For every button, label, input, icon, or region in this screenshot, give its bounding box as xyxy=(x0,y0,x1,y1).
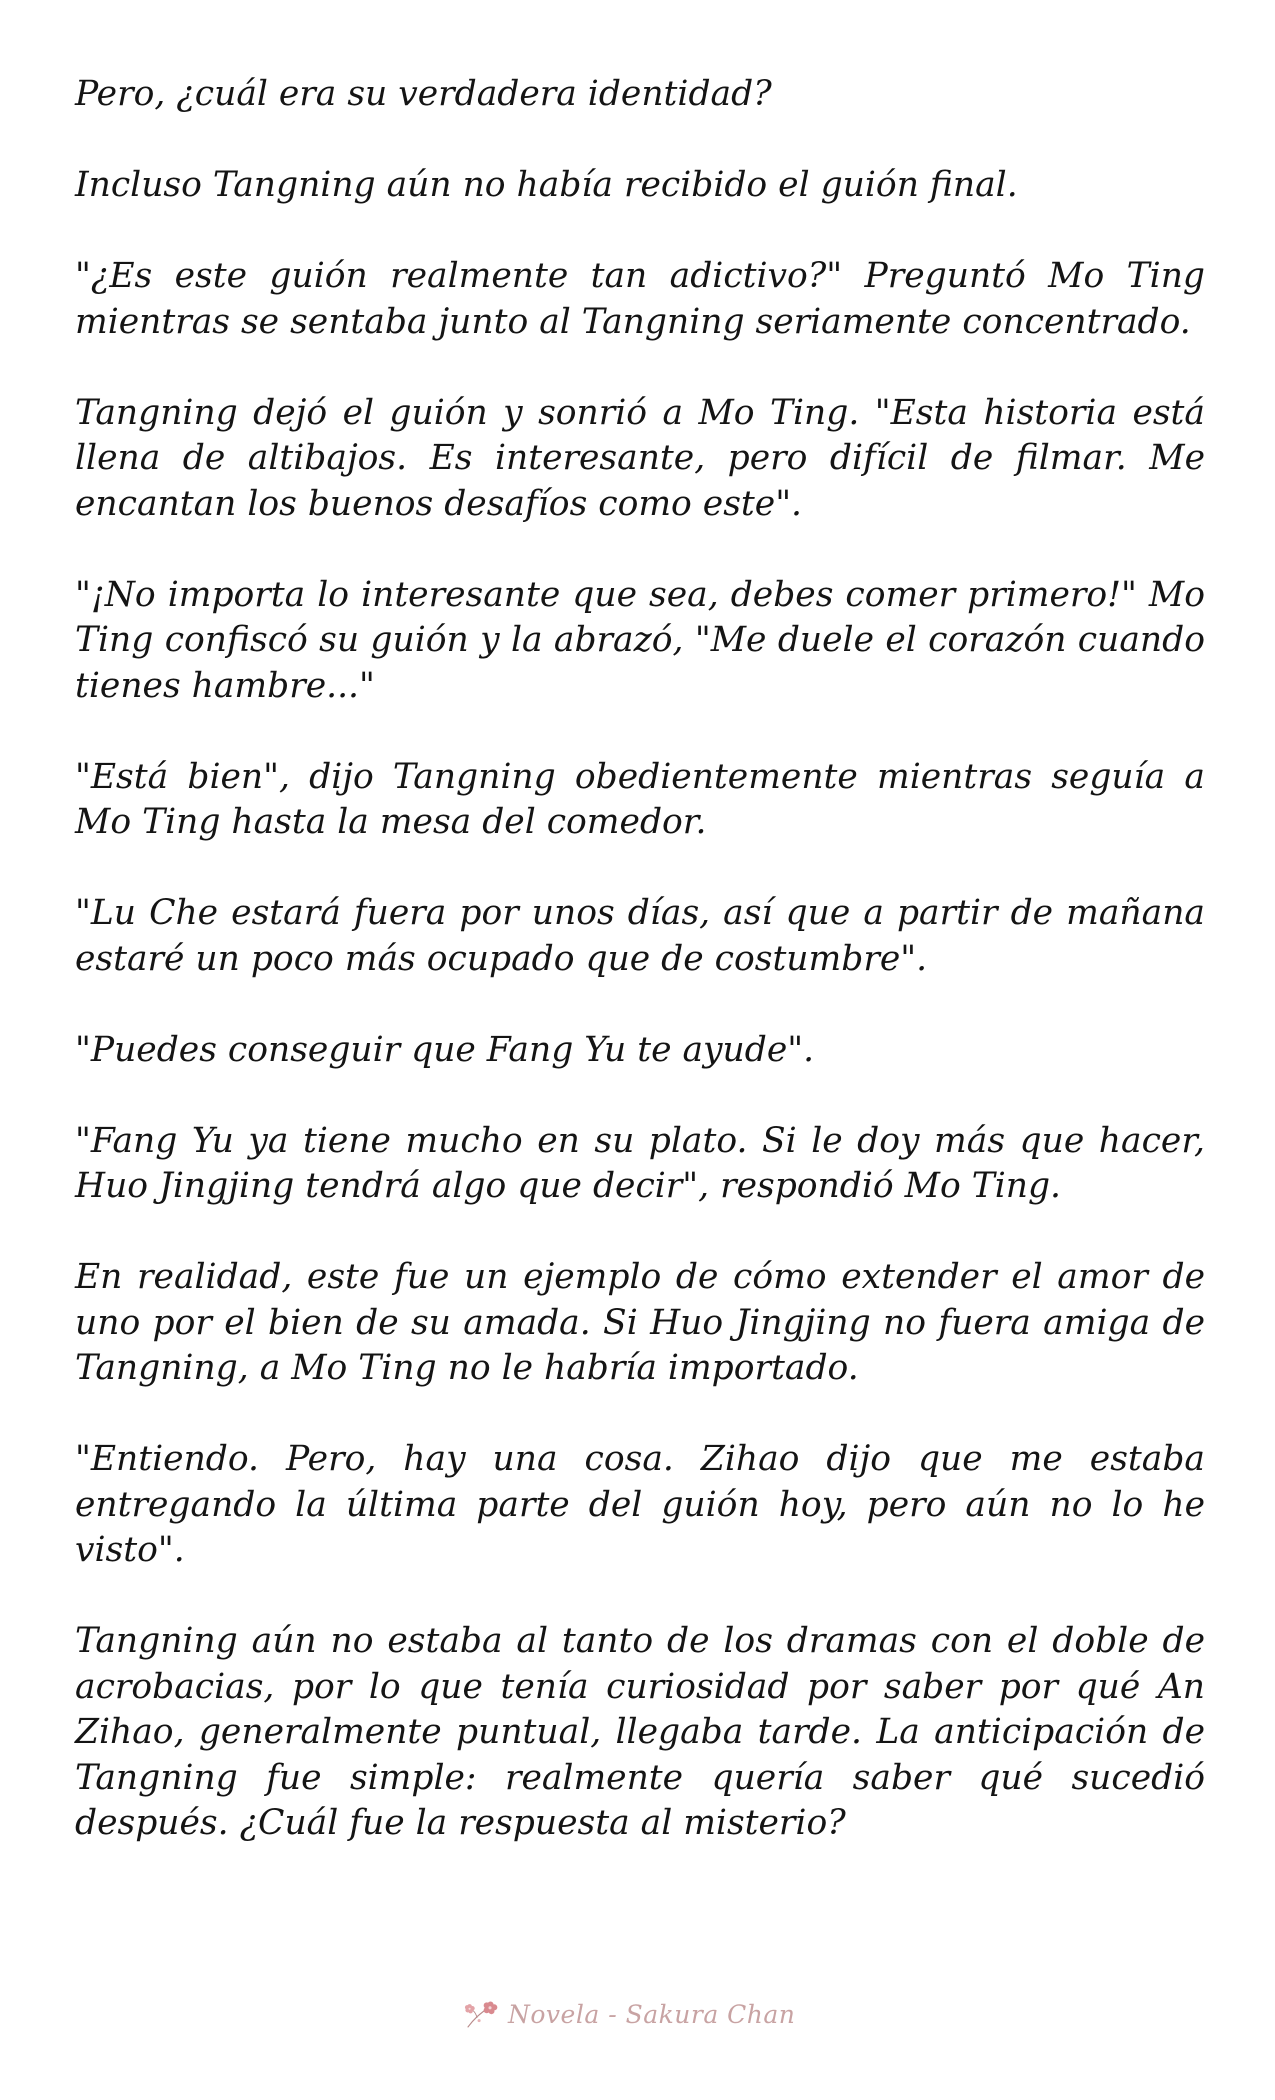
paragraph-3: "¿Es este guión realmente tan adictivo?" Preguntó Mo Ting mientras se sentaba junto al Tangning seriamente concentrado. xyxy=(75,256,1205,342)
paragraph-6: "Está bien", dijo Tangning obedientemente mientras seguía a Mo Ting hasta la mesa del comedor. xyxy=(75,756,1205,842)
paragraph-7: "Lu Che estará fuera por unos días, así que a partir de mañana estaré un poco más ocupado que de costumbre". xyxy=(75,893,1205,979)
watermark-text: Novela - Sakura Chan xyxy=(508,1999,796,2029)
paragraph-10: En realidad, este fue un ejemplo de cómo extender el amor de uno por el bien de su amada. Si Huo Jingjing no fuera amiga de Tangning, a Mo Ting no le habría importado. xyxy=(75,1257,1205,1388)
paragraph-5: "¡No importa lo interesante que sea, debes comer primero!" Mo Ting confiscó su guión y la abrazó, "Me duele el corazón cuando tienes hambre..." xyxy=(75,574,1205,706)
sakura-blossom-icon xyxy=(462,1995,500,2033)
paragraph-4: Tangning dejó el guión y sonrió a Mo Ting. "Esta historia está llena de altibajos. Es interesante, pero difícil de filmar. Me encantan los buenos desafíos como este". xyxy=(75,392,1205,524)
paragraph-12: Tangning aún no estaba al tanto de los dramas con el doble de acrobacias, por lo que tenía curiosidad por saber por qué An Zihao, generalmente puntual, llegaba tarde. La anticipación de Tangning fue simple: realmente quería saber qué sucedió después. ¿Cuál fue la respuesta al misterio? xyxy=(75,1621,1205,1843)
paragraph-8: "Puedes conseguir que Fang Yu te ayude". xyxy=(75,1029,815,1070)
paragraph-1: Pero, ¿cuál era su verdadera identidad? xyxy=(75,74,772,114)
paragraph-2: Incluso Tangning aún no había recibido el guión final. xyxy=(75,165,1018,205)
watermark xyxy=(462,1992,795,2036)
paragraph-9: "Fang Yu ya tiene mucho en su plato. Si le doy más que hacer, Huo Jingjing tendrá algo que decir", respondió Mo Ting. xyxy=(75,1120,1205,1206)
document-body xyxy=(75,72,1205,1847)
paragraph-11: "Entiendo. Pero, hay una cosa. Zihao dijo que me estaba entregando la última parte del guión hoy, pero aún no lo he visto". xyxy=(75,1439,1205,1570)
